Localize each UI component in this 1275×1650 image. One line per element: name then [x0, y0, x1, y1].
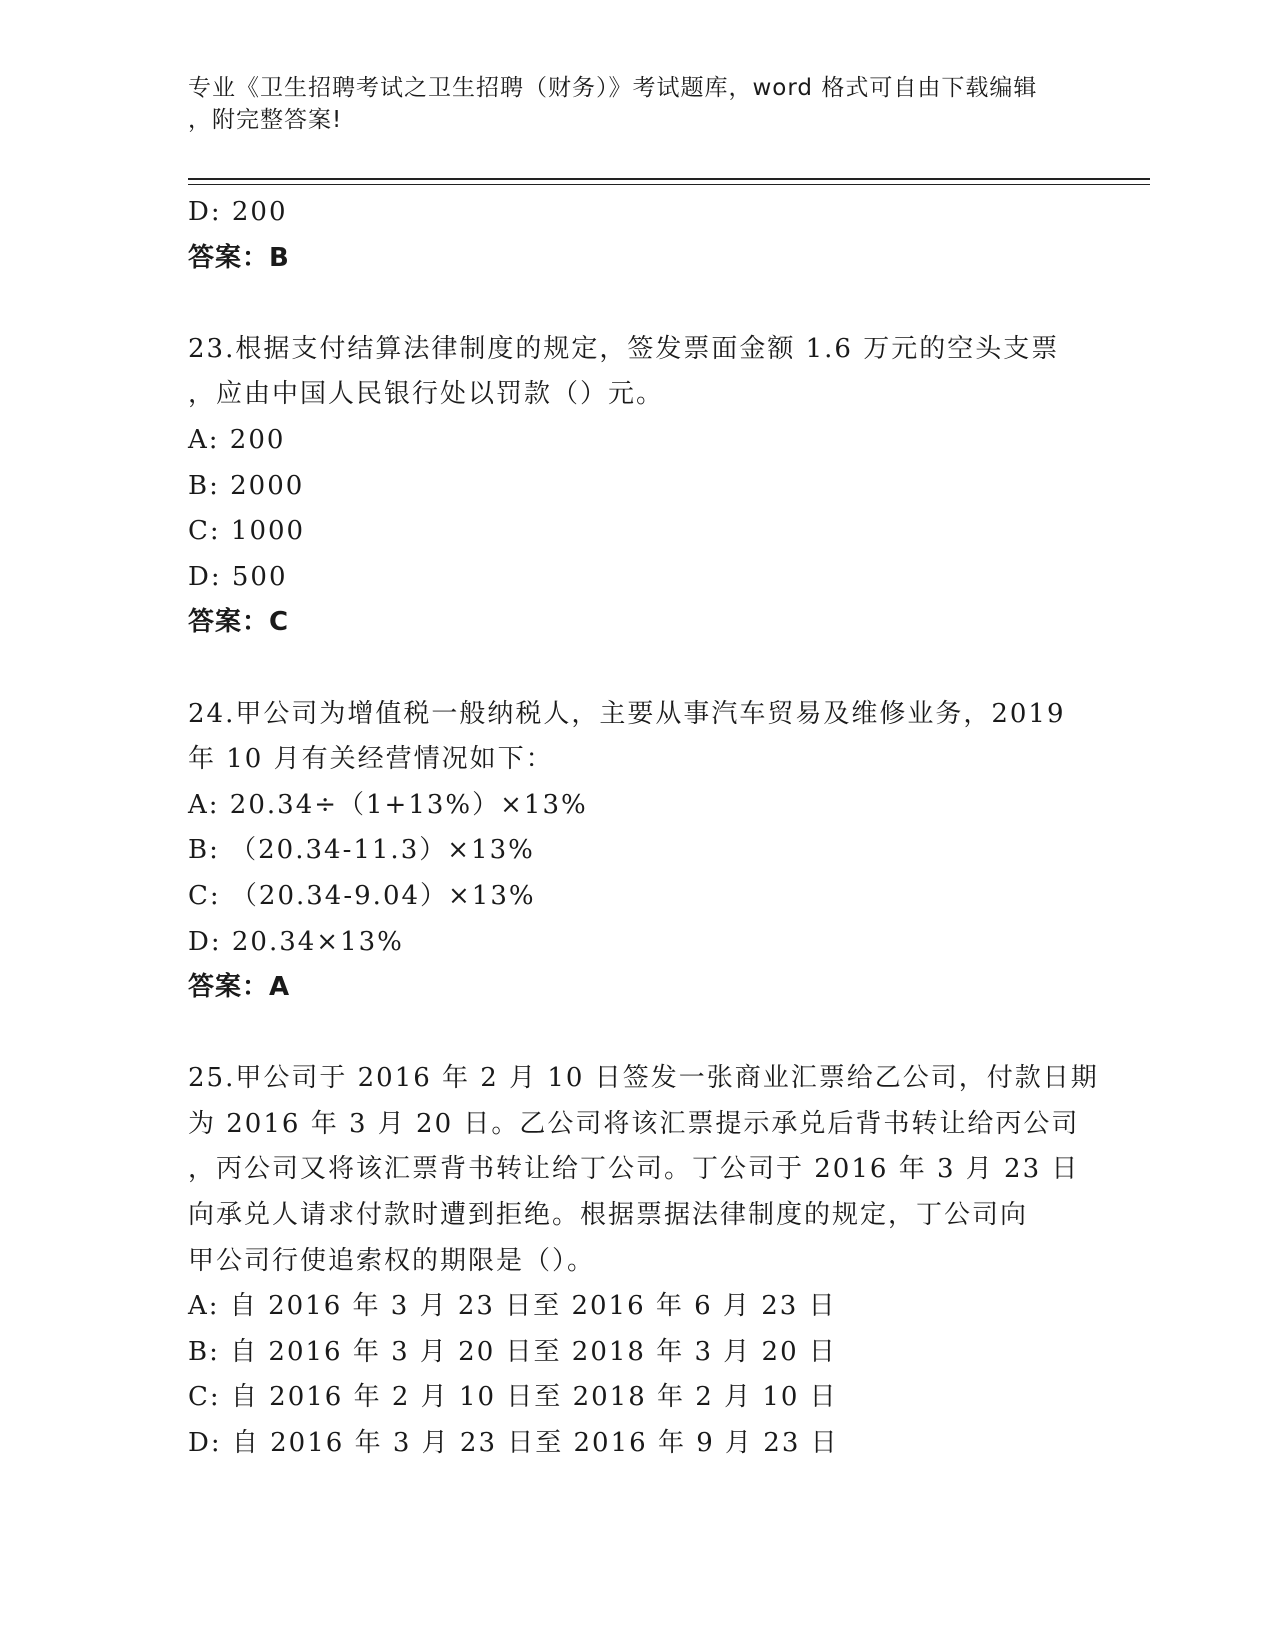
- question-24-option-a: A: 20.34÷（1+13%）×13%: [188, 789, 588, 820]
- question-23: [188, 327, 1088, 646]
- question-25-option-d: D: 自 2016 年 3 月 23 日至 2016 年 9 月 23 日: [188, 1428, 839, 1459]
- question-content: [188, 190, 1099, 1467]
- question-23-text-line-1: 23.根据支付结算法律制度的规定，签发票面金额 1.6 万元的空头支票: [188, 333, 1060, 364]
- question-24-option-d: D: 20.34×13%: [188, 926, 404, 957]
- spacer: [188, 281, 1088, 327]
- prev-option-d: D: 200: [188, 197, 288, 227]
- question-24-answer: 答案：A: [188, 972, 291, 1003]
- question-23-option-a: A: 200: [188, 424, 286, 455]
- question-25-text-line-3: ，丙公司又将该汇票背书转让给丁公司。丁公司于 2016 年 3 月 23 日: [188, 1154, 1080, 1185]
- question-23-option-b: B: 2000: [188, 470, 305, 501]
- question-25-text-line-1: 25.甲公司于 2016 年 2 月 10 日签发一张商业汇票给乙公司，付款日期: [188, 1063, 1099, 1094]
- header-line-1: 专业《卫生招聘考试之卫生招聘（财务）》考试题库，word 格式可自由下载编辑: [188, 75, 1038, 101]
- spacer: [188, 646, 1088, 692]
- question-25: [188, 1056, 1099, 1466]
- question-25-option-a: A: 自 2016 年 3 月 23 日至 2016 年 6 月 23 日: [188, 1291, 837, 1322]
- question-24-option-b: B: （20.34-11.3）×13%: [188, 835, 535, 866]
- question-24-text-line-1: 24.甲公司为增值税一般纳税人，主要从事汽车贸易及维修业务，2019: [188, 698, 1066, 729]
- question-25-text-line-2: 为 2016 年 3 月 20 日。乙公司将该汇票提示承兑后背书转让给丙公司: [188, 1108, 1080, 1139]
- question-23-option-c: C: 1000: [188, 516, 306, 547]
- question-24-option-c: C: （20.34-9.04）×13%: [188, 880, 536, 911]
- spacer: [188, 1011, 1088, 1057]
- page-header: [188, 72, 1088, 136]
- question-23-text-line-2: ，应由中国人民银行处以罚款（）元。: [188, 379, 665, 410]
- header-line-2: ，附完整答案!: [188, 107, 343, 133]
- question-25-text-line-5: 甲公司行使追索权的期限是（）。: [188, 1245, 596, 1276]
- prev-answer: 答案：B: [188, 242, 290, 273]
- question-25-text-line-4: 向承兑人请求付款时遭到拒绝。根据票据法律制度的规定，丁公司向: [188, 1200, 1029, 1231]
- header-divider-thick: [188, 178, 1150, 180]
- question-24: [188, 692, 1088, 1011]
- question-23-answer: 答案：C: [188, 607, 290, 638]
- header-divider-thin: [188, 184, 1150, 185]
- question-25-option-b: B: 自 2016 年 3 月 20 日至 2018 年 3 月 20 日: [188, 1336, 837, 1367]
- question-25-option-c: C: 自 2016 年 2 月 10 日至 2018 年 2 月 10 日: [188, 1382, 838, 1413]
- question-24-text-line-2: 年 10 月有关经营情况如下：: [188, 744, 554, 775]
- question-23-option-d: D: 500: [188, 561, 288, 592]
